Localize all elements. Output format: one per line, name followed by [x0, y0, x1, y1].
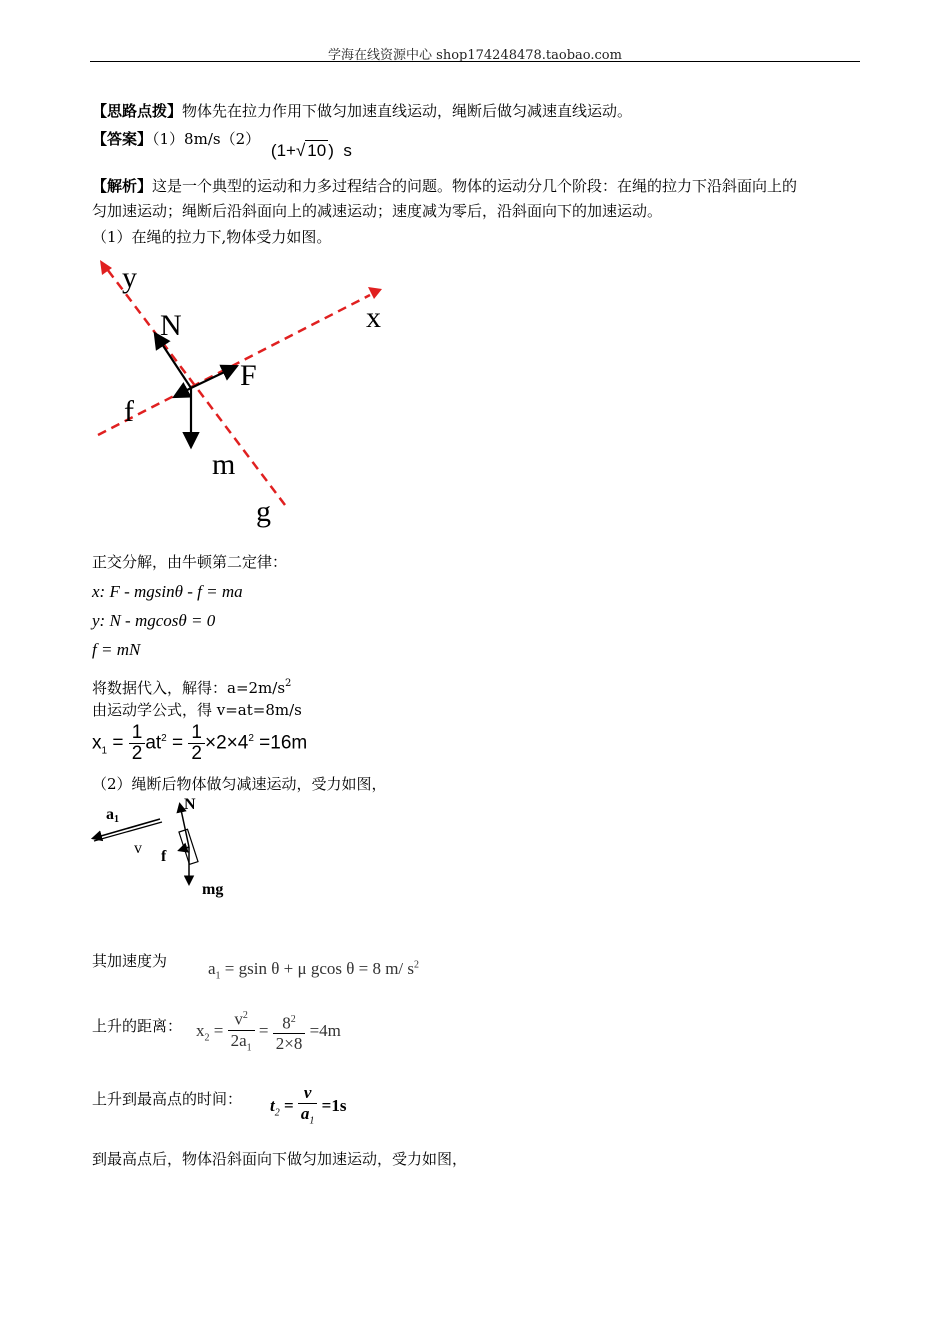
header-rule — [90, 61, 860, 62]
time-num: v — [298, 1083, 318, 1104]
label-x: x — [366, 301, 381, 334]
hint-label: 【思路点拨】 — [92, 102, 183, 120]
analysis-line-3: （1）在绳的拉力下,物体受力如图。 — [92, 228, 332, 246]
friction-force-arrow — [176, 388, 191, 396]
label-N: N — [160, 309, 182, 342]
last-line: 到最高点后，物体沿斜面向下做匀加速运动，受力如图， — [92, 1150, 468, 1168]
substitute-text: 将数据代入，解得：a=2m/s — [92, 679, 286, 697]
x1-rest: ×2×4 — [204, 732, 249, 754]
x1-half-num: 1 — [129, 723, 146, 744]
v-line — [94, 822, 162, 841]
label-f-2: f — [161, 848, 167, 865]
x1-result: =16m — [259, 732, 308, 754]
x1-half-frac — [129, 723, 146, 764]
distance-frac-2 — [273, 1010, 306, 1055]
x1-half2-den: 2 — [191, 743, 202, 764]
accel-rhs-sup: 2 — [414, 959, 420, 971]
answer-expr-open: (1+ — [270, 141, 296, 160]
hint-line — [92, 100, 632, 122]
answer-part1: （1）8m/s（2） — [152, 130, 261, 148]
label-y: y — [122, 261, 137, 294]
distance-frac-1 — [228, 1006, 255, 1058]
distance-label: 上升的距离： — [92, 1017, 183, 1035]
time-result: =1s — [321, 1096, 347, 1116]
time-t2-sub: 2 — [274, 1107, 280, 1119]
answer-label: 【答案】 — [92, 130, 153, 148]
ortho-line: 正交分解，由牛顿第二定律： — [92, 553, 288, 571]
accel-formula — [208, 959, 419, 981]
x1-lhs: x — [92, 732, 102, 754]
label-N-2: N — [184, 796, 196, 813]
normal-force-arrow — [156, 335, 191, 388]
pull-force-arrow — [191, 367, 235, 388]
x1-rest-sup: 2 — [248, 733, 254, 745]
force-diagram-2 — [88, 795, 248, 900]
label-f: f — [124, 395, 134, 428]
time-label: 上升到最高点的时间： — [92, 1090, 243, 1108]
distance-result: =4m — [309, 1020, 341, 1040]
x1-half2-num: 1 — [188, 723, 205, 744]
part2-line: （2）绳断后物体做匀减速运动，受力如图， — [92, 775, 387, 793]
label-g: g — [256, 495, 271, 528]
x1-at: at — [145, 732, 162, 754]
label-F: F — [240, 359, 257, 392]
x1-at-sup: 2 — [161, 733, 167, 745]
accel-a1-sub: 1 — [215, 970, 221, 982]
accel-a1: a — [208, 959, 216, 978]
accel-rhs: = gsin θ + μ gcos θ = 8 m/ s — [220, 959, 415, 978]
sqrt-sign: √ — [295, 141, 306, 160]
distance-num: $v^2$ — [228, 1006, 255, 1031]
force-diagram-1 — [90, 255, 400, 535]
answer-line — [92, 128, 352, 160]
hint-text: 物体先在拉力作用下做匀加速直线运动，绳断后做匀减速直线运动。 — [182, 102, 633, 120]
substitute-line — [92, 673, 291, 699]
equation-y: y: N - mgcosθ = 0 — [92, 611, 216, 630]
distance-num2: $8^2$ — [273, 1010, 306, 1035]
distance-x2: x — [196, 1020, 205, 1040]
label-v: v — [134, 840, 142, 857]
distance-x2-sub: 2 — [204, 1032, 210, 1044]
answer-expression — [271, 141, 352, 160]
x1-eq: = — [112, 732, 124, 754]
analysis-label: 【解析】 — [92, 177, 153, 195]
time-formula — [270, 1083, 346, 1131]
analysis-line-2: 匀加速运动；绳断后沿斜面向上的减速运动；速度减为零后，沿斜面向下的加速运动。 — [92, 202, 663, 220]
x1-half2-frac — [188, 723, 205, 764]
answer-expr-close: ) — [328, 141, 334, 160]
label-m: m — [212, 448, 236, 481]
a1-arrow — [94, 819, 160, 838]
substitute-sup: 2 — [285, 678, 292, 689]
x1-eq2: = — [172, 732, 184, 754]
analysis-line-1 — [92, 175, 797, 197]
analysis-text-1: 这是一个典型的运动和力多过程结合的问题。物体的运动分几个阶段：在绳的拉力下沿斜面向上的 — [152, 177, 798, 195]
distance-formula — [196, 1006, 341, 1058]
x1-sub: 1 — [101, 745, 108, 757]
equation-friction: f = mN — [92, 640, 141, 659]
equation-x: x: F - mgsinθ - f = ma — [92, 582, 243, 601]
label-a1: a1 — [106, 806, 119, 825]
time-den: $a_1$ — [300, 1104, 315, 1127]
accel-label: 其加速度为 — [92, 952, 168, 970]
kinematics-line: 由运动学公式，得 v=at=8m/s — [92, 701, 302, 719]
time-t2: t — [270, 1096, 275, 1116]
x-axis-line — [98, 295, 370, 435]
time-frac — [298, 1083, 318, 1131]
time-eq: = — [283, 1096, 294, 1116]
distance-den: $2a_1$ — [230, 1030, 252, 1054]
distance-den2: 2×8 — [275, 1034, 303, 1054]
answer-unit: s — [343, 141, 352, 160]
x1-half-den: 2 — [131, 743, 143, 764]
x1-formula — [92, 723, 307, 764]
distance-eq: = — [213, 1020, 224, 1040]
distance-eq2: = — [258, 1020, 269, 1040]
label-mg: mg — [202, 881, 224, 898]
x-axis-arrowhead — [368, 287, 382, 299]
answer-expr-root: 10 — [307, 141, 327, 160]
page-header: 学海在线资源中心 shop174248478.taobao.com — [328, 48, 622, 63]
